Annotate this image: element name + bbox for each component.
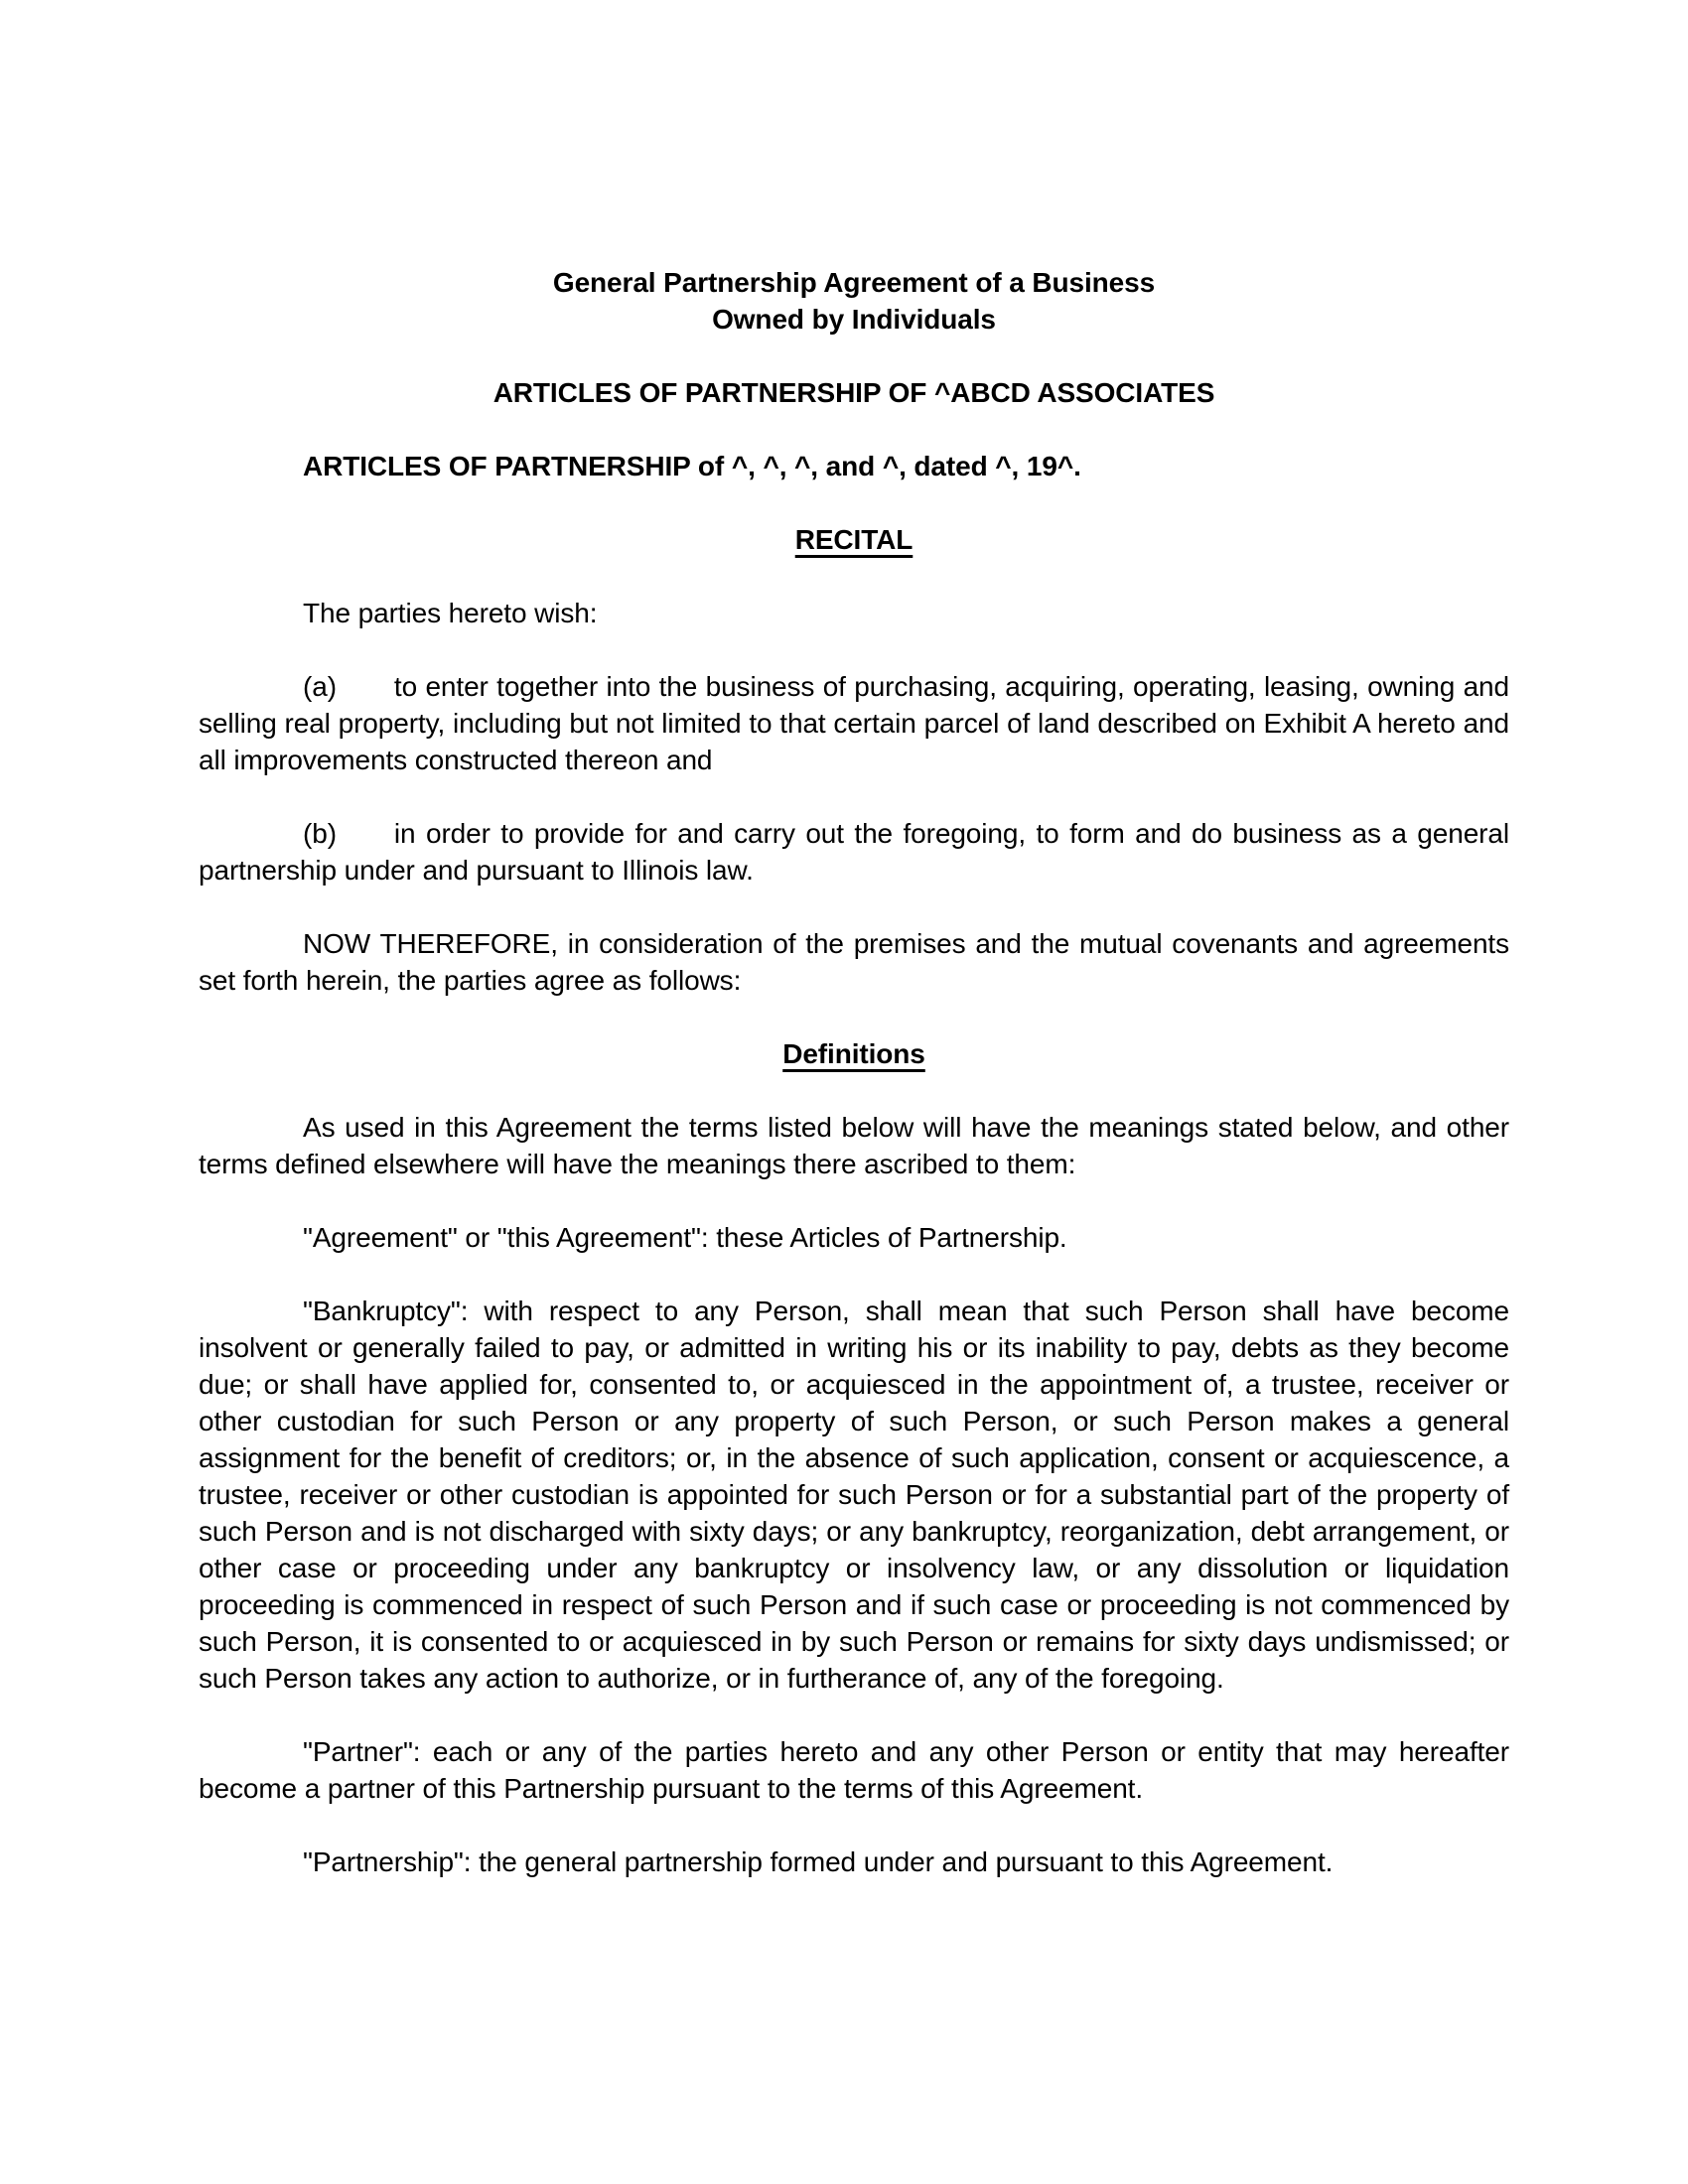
document-title — [199, 264, 1509, 338]
definition-bankruptcy: "Bankruptcy": with respect to any Person, shall mean that such Person shall have become insolvent or generally failed to pay, or admitted in writing his or its inability to pay, debts as they become due; or shall have applied for, consented to, or acquiesced in the appointment of, a trustee, receiver or other custodian for such Person or any property of such Person, or such Person makes a general assignment for the benefit of creditors; or, in the absence of such application, consent or acquiescence, a trustee, receiver or other custodian is appointed for such Person or for a substantial part of the property of such Person and is not discharged with sixty days; or any bankruptcy, reorganization, debt arrangement, or other case or proceeding under any bankruptcy or insolvency law, or any dissolution or liquidation proceeding is commenced in respect of such Person and if such case or proceeding is not commenced by such Person, it is consented to or acquiesced in by such Person or remains for sixty days undismissed; or such Person takes any action to authorize, or in furtherance of, any of the foregoing. — [199, 1296, 1509, 1694]
recital-item-a-label: (a) — [303, 671, 337, 702]
recital-item-a — [199, 668, 1509, 778]
document-title-line2: Owned by Individuals — [712, 304, 996, 335]
document-title-line1: General Partnership Agreement of a Business — [552, 267, 1156, 298]
definition-partnership: "Partnership": the general partnership formed under and pursuant to this Agreement. — [303, 1846, 1334, 1877]
articles-heading: ARTICLES OF PARTNERSHIP OF ^ABCD ASSOCIATES — [492, 377, 1215, 408]
articles-parties-line: ARTICLES OF PARTNERSHIP of ^, ^, ^, and ^, dated ^, 19^. — [303, 451, 1081, 481]
document-content — [199, 264, 1509, 1917]
recital-heading: RECITAL — [794, 524, 914, 555]
definitions-heading-row — [199, 1035, 1509, 1072]
now-therefore-paragraph: NOW THEREFORE, in consideration of the premises and the mutual covenants and agreements set forth herein, the parties agree as follows: — [199, 928, 1509, 996]
recital-item-b-text: in order to provide for and carry out the foregoing, to form and do business as a general partnership under and pursuant to Illinois law. — [199, 818, 1509, 886]
definitions-intro: As used in this Agreement the terms listed below will have the meanings stated below, and other terms defined elsewhere will have the meanings there ascribed to them: — [199, 1112, 1509, 1179]
recital-item-b-label: (b) — [303, 818, 337, 849]
definition-partner: "Partner": each or any of the parties hereto and any other Person or entity that may hereafter become a partner of this Partnership pursuant to the terms of this Agreement. — [199, 1736, 1509, 1804]
recital-heading-row — [199, 521, 1509, 558]
recital-item-a-text: to enter together into the business of purchasing, acquiring, operating, leasing, owning and selling real property, including but not limited to that certain parcel of land described on Exhibit A hereto and all improvements constructed thereon and — [199, 671, 1509, 775]
definitions-heading: Definitions — [782, 1038, 925, 1069]
recital-intro: The parties hereto wish: — [303, 598, 598, 628]
definition-agreement: "Agreement" or "this Agreement": these Articles of Partnership. — [303, 1222, 1067, 1253]
recital-item-b — [199, 815, 1509, 888]
